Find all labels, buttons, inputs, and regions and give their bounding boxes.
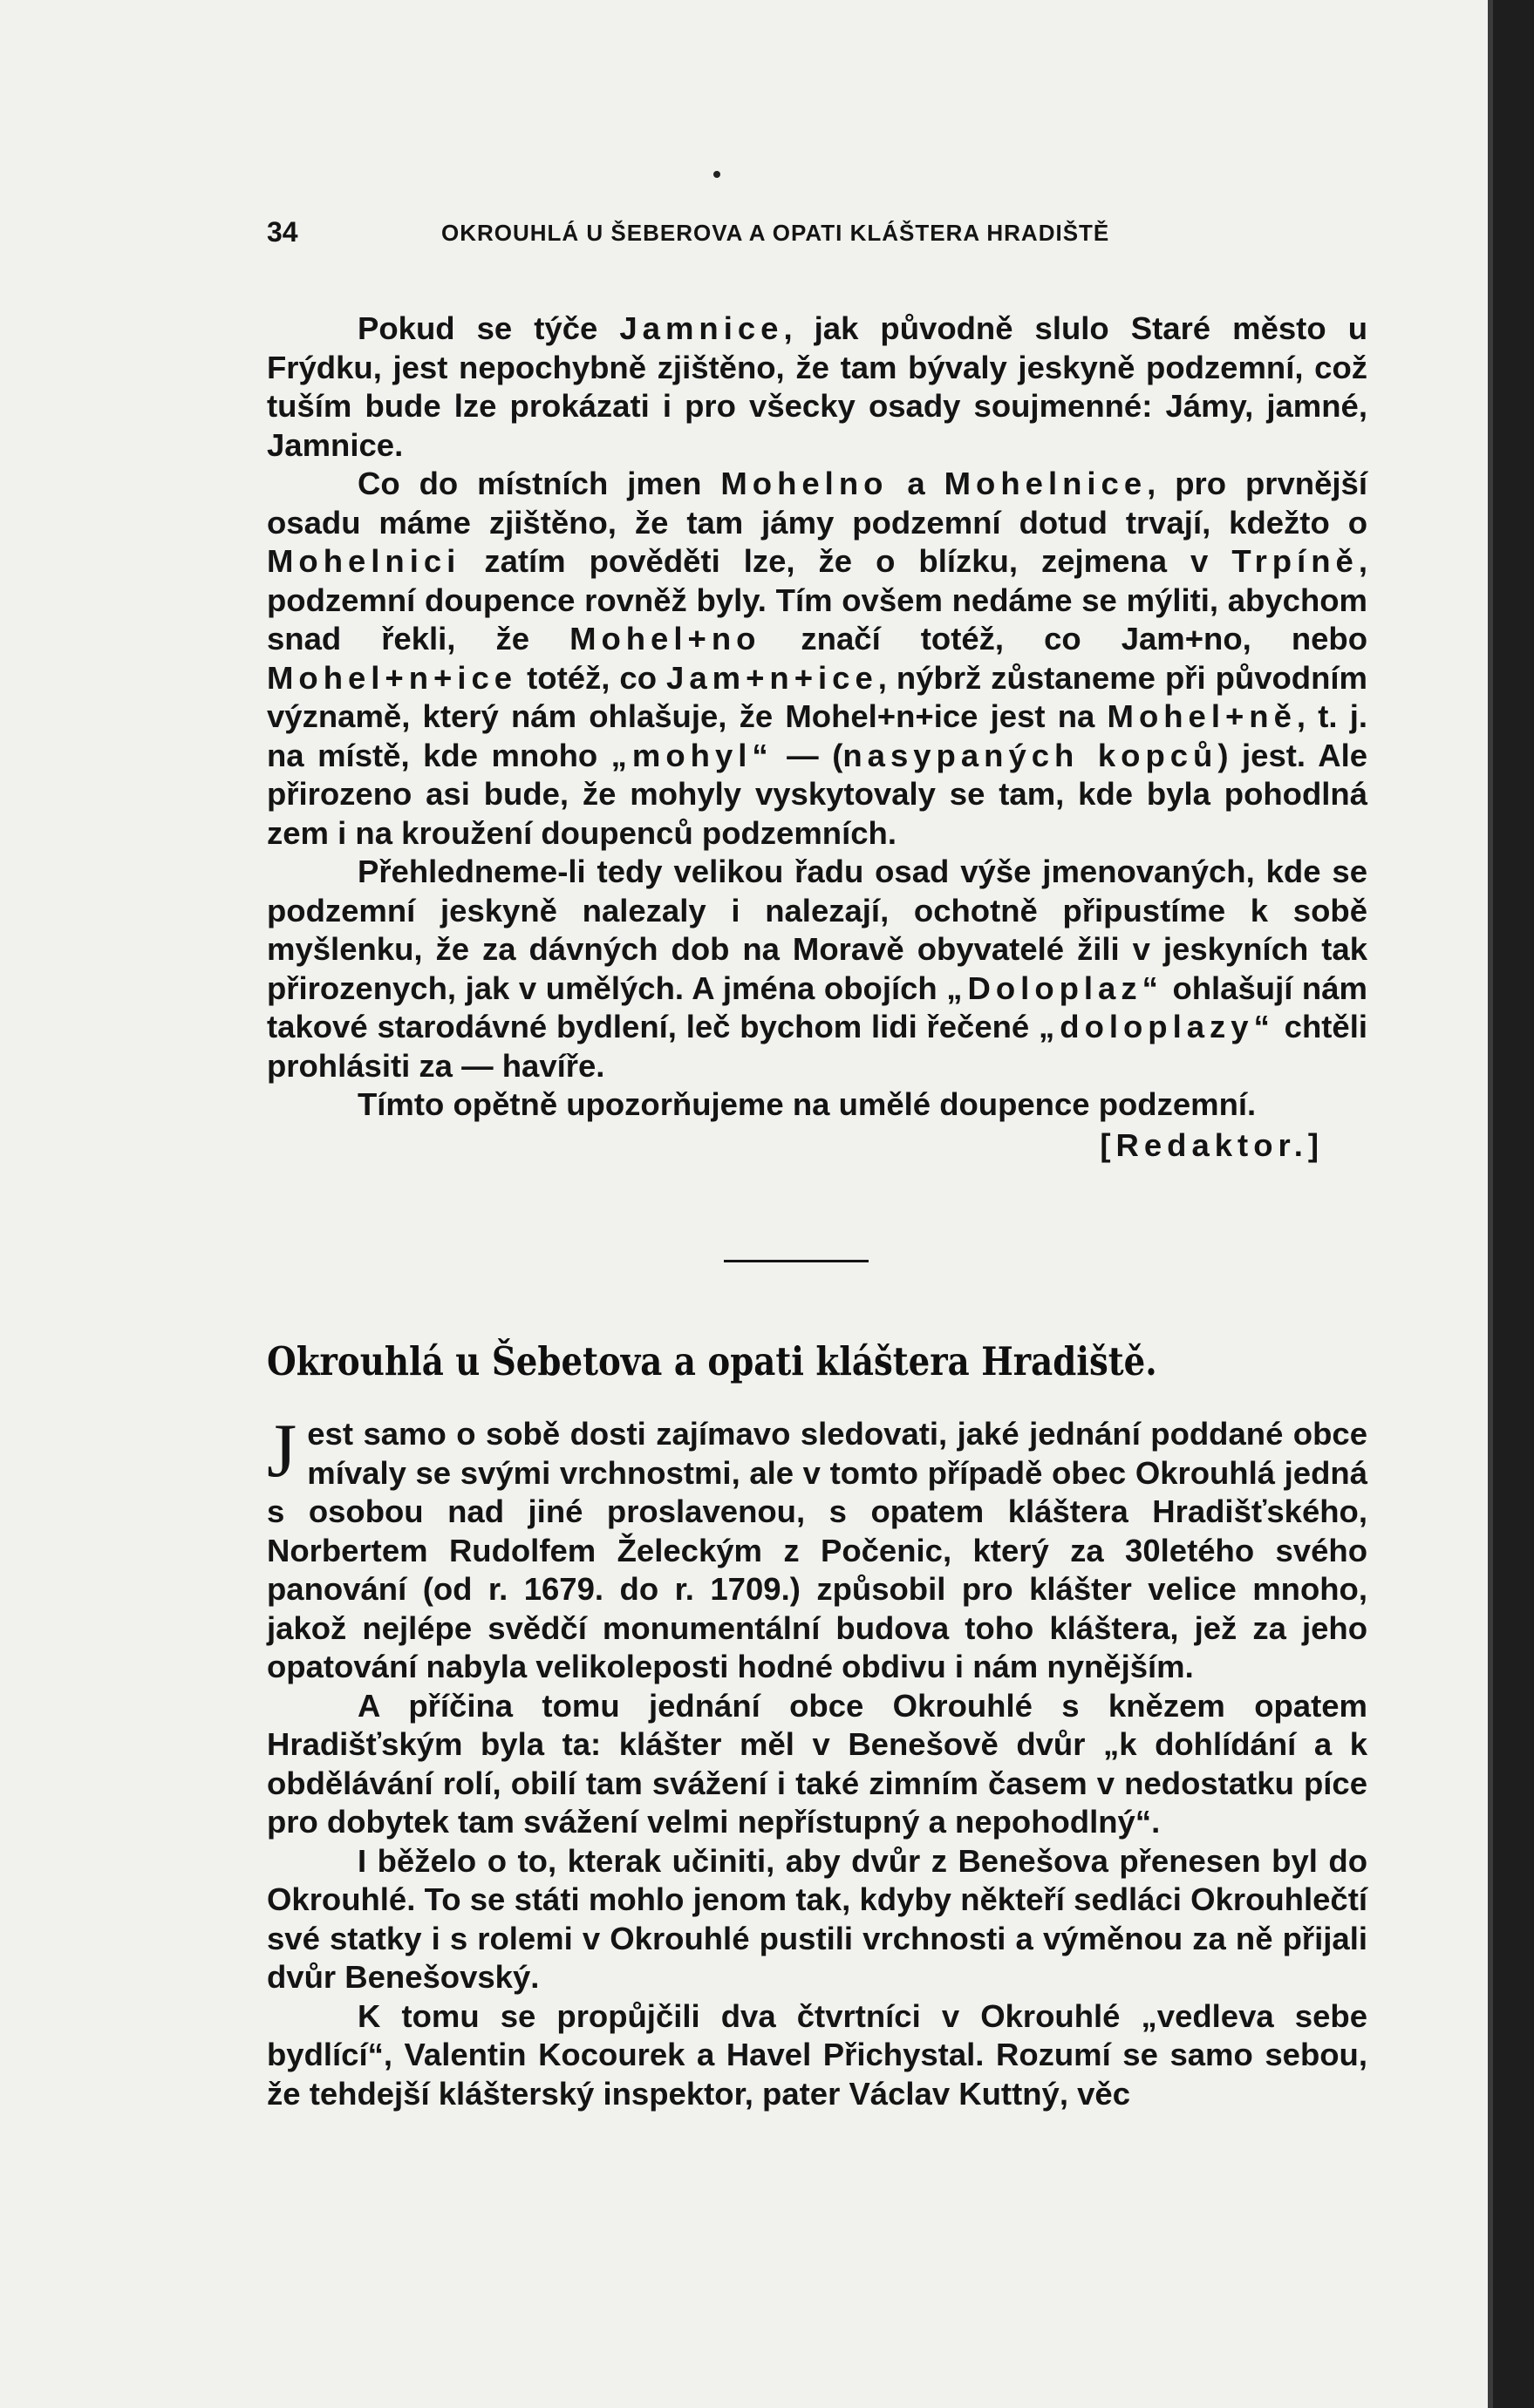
running-title: OKROUHLÁ U ŠEBEROVA A OPATI KLÁŠTERA HRADIŠTĚ <box>441 220 1110 246</box>
article-body <box>267 1409 1367 2113</box>
section-divider <box>724 1260 869 1262</box>
paragraph: I běželo o to, kterak učiniti, aby dvůr z Benešova přenesen byl do Okrouhlé. To se státi mohlo jenom tak, kdyby někteří sedláci Okrouhlečtí své statky i s rolemi v Okrouhlé pustili vrchnosti a výměnou za ně přijali dvůr Benešovský. <box>267 1842 1367 1995</box>
page-header <box>267 216 1209 251</box>
page-number: 34 <box>267 216 298 248</box>
editor-note-section <box>267 310 1367 1165</box>
paragraph: Pokud se týče Jamnice, jak původně slulo Staré město u Frýdku, jest nepochybně zjištěno, že tam bývaly jeskyně podzemní, což tuším bude lze prokázati i pro všecky osady soujmenné: Jámy, jamné, Jamnice. <box>267 310 1367 463</box>
paragraph: K tomu se propůjčili dva čtvrtníci v Okrouhlé „vedleva sebe bydlící“, Valentin Kocourek a Havel Přichystal. Rozumí se samo sebou, že tehdejší klášterský inspektor, pater Václav Kuttný, věc <box>267 1997 1367 2112</box>
article-title: Okrouhlá u Šebetova a opati kláštera Hradiště. <box>267 1338 1157 1384</box>
paragraph: Co do místních jmen Mohelno a Mohelnice, pro prvnější osadu máme zjištěno, že tam jámy podzemní dotud trvají, kdežto o Mohelnici zatím pověděti lze, že o blízku, zejmena v Trpíně, podzemní doupence rovněž byly. Tím ovšem nedáme se mýliti, abychom snad řekli, že Mohel+no značí totéž, co Jam+no, nebo Mohel+n+ice totéž, co Jam+n+ice, nýbrž zůstaneme při původním významě, který nám ohlašuje, že Mohel+n+ice jest na Mohel+ně, t. j. na místě, kde mnoho „mohyl“ — (nasypaných kopců) jest. Ale přirozeno asi bude, že mohyly vyskytovaly se tam, kde byla pohodlná zem i na kroužení doupenců podzemních. <box>267 466 1368 851</box>
drop-cap: J <box>267 1409 297 1493</box>
ink-speck <box>713 171 720 178</box>
paragraph: Tímto opětně upozorňujeme na umělé doupence podzemní. <box>358 1086 1257 1122</box>
paragraph: Přehledneme-li tedy velikou řadu osad výše jmenovaných, kde se podzemní jeskyně nalezaly i nalezají, ochotně připustíme k sobě myšlenku, že za dávných dob na Moravě obyvatelé žili v jeskyních tak přirozenych, jak v umělých. A jména obojích „Doloplaz“ ohlašují nám takové starodávné bydlení, leč bychom lidi řečené „doloplazy“ chtěli prohlásiti za — havíře. <box>267 854 1367 1084</box>
paragraph: A příčina tomu jednání obce Okrouhlé s knězem opatem Hradišťským byla ta: klášter měl v Benešově dvůr „k dohlídání a k obdělávání rolí, obilí tam svážení i také zimním časem v nedostatku píce pro dobytek tam svážení velmi nepřístupný a nepohodlný“. <box>267 1687 1367 1840</box>
editor-signature: [Redaktor.] <box>1100 1126 1324 1163</box>
paragraph: Jest samo o sobě dosti zajímavo sledovati, jaké jednání poddané obce mívaly se svými vrchnostmi, ale v tomto případě obec Okrouhlá jedná s osobou nad jiné proslavenou, s opatem kláštera Hradišťského, Norbertem Rudolfem Želeckým z Počenic, který za 30letého svého panování (od r. 1679. do r. 1709.) způsobil pro klášter velice mnoho, jakož nejlépe svědčí monumentální budova toho kláštera, jež za jeho opatování nabyla velikoleposti hodné obdivu i nám nynějším. <box>267 1409 1367 1684</box>
